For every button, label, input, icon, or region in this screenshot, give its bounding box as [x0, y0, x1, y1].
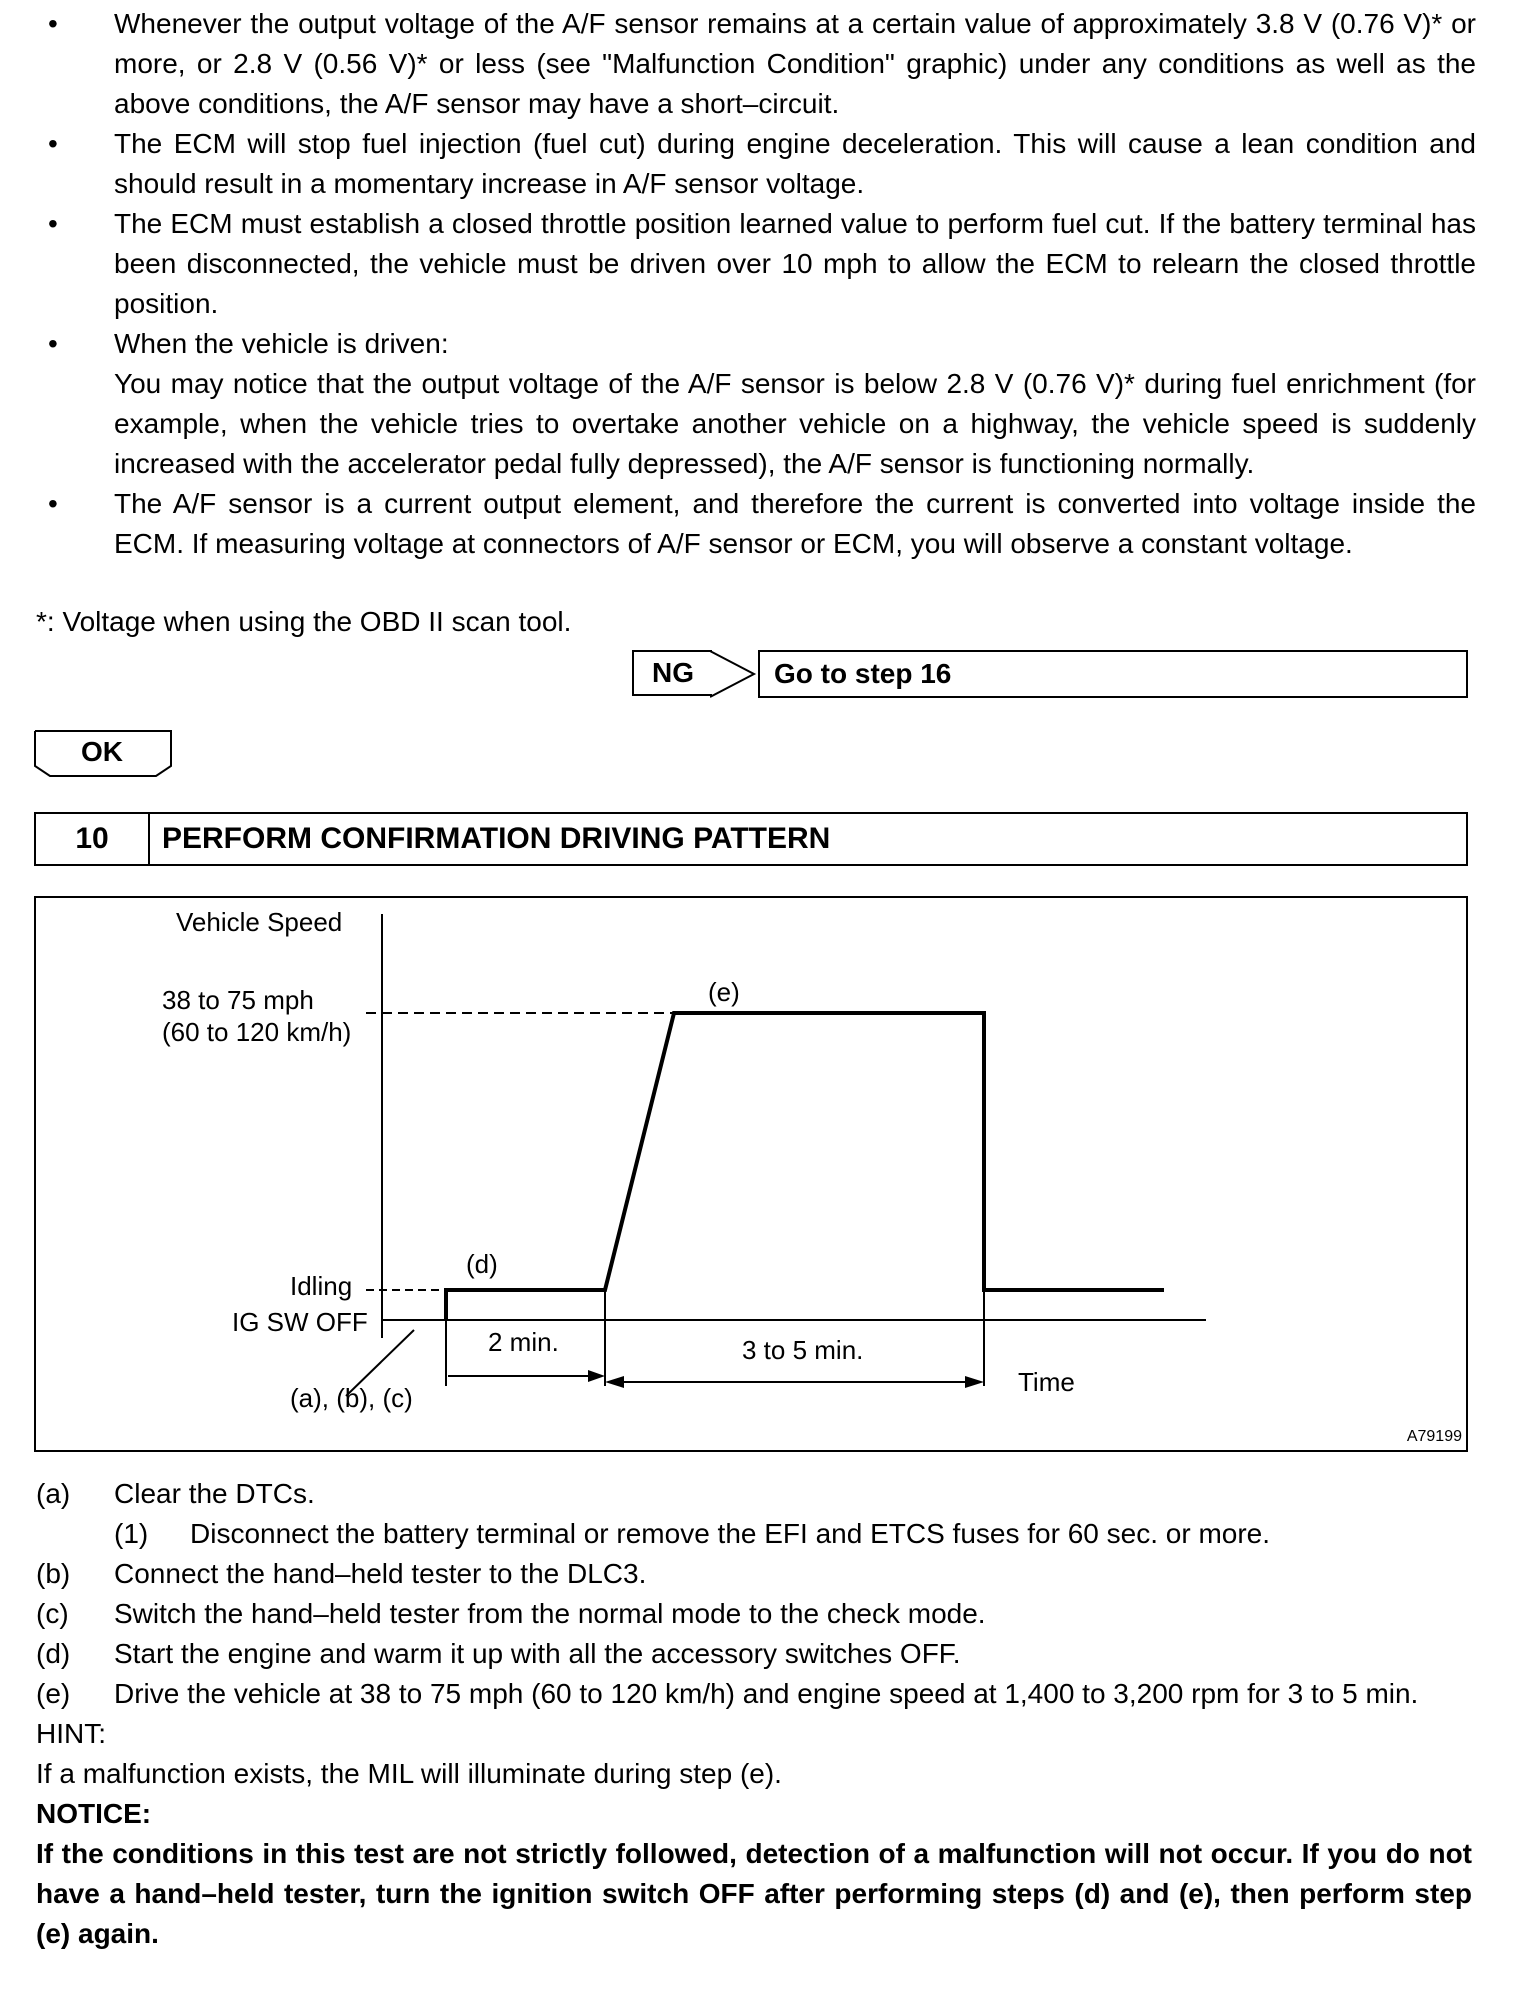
bullet-icon: •: [48, 8, 58, 39]
substep-text: Disconnect the battery terminal or remove the EFI and ETCS fuses for 60 sec. or more.: [190, 1518, 1271, 1549]
duration-1-label: 2 min.: [488, 1327, 559, 1357]
substep-tag: (1): [114, 1518, 149, 1549]
goto-step-link[interactable]: Go to step 16: [758, 650, 1468, 698]
bullet-icon: •: [48, 208, 58, 239]
speed-label-mph: 38 to 75 mph: [162, 985, 314, 1015]
procedure-step: [36, 1674, 1472, 1714]
step-text: Drive the vehicle at 38 to 75 mph (60 to 120 km/h) and engine speed at 1,400 to 3,200 rpm for 3 to 5 min.: [114, 1678, 1419, 1709]
point-e-label: (e): [708, 977, 740, 1007]
step-tag: (a): [36, 1478, 71, 1509]
note-text: The ECM will stop fuel injection (fuel cut) during engine deceleration. This will cause a lean condition and should result in a momentary increase in A/F sensor voltage.: [114, 128, 1476, 199]
notice-text: If the conditions in this test are not strictly followed, detection of a malfunction will not occur. If you do not have a hand–held tester, turn the ignition switch OFF after performing steps (d) and (e), then perform step (e) again.: [36, 1838, 1472, 1949]
procedure-step: [36, 1554, 1472, 1594]
driving-pattern-diagram: [36, 898, 1466, 1450]
step-text: Start the engine and warm it up with all the accessory switches OFF.: [114, 1638, 961, 1669]
step-header: [34, 812, 1468, 866]
bullet-icon: •: [48, 328, 58, 359]
note-text: Whenever the output voltage of the A/F sensor remains at a certain value of approximately 3.8 V (0.76 V)* or more, or 2.8 V (0.56 V)* or less (see "Malfunction Condition" graphic) under any conditions as well as the above conditions, the A/F sensor may have a short–circuit.: [114, 8, 1476, 119]
notes-list: [36, 4, 1476, 564]
notice-label: NOTICE:: [36, 1798, 152, 1829]
bullet-icon: •: [48, 488, 58, 519]
note-item: [36, 124, 1476, 204]
step-text: Clear the DTCs.: [114, 1478, 315, 1509]
step-tag: (e): [36, 1678, 71, 1709]
ok-label: OK: [81, 736, 123, 767]
note-item: [36, 204, 1476, 324]
driving-pattern-figure: [34, 896, 1468, 1452]
step-tag: (c): [36, 1598, 69, 1629]
footnote: *: Voltage when using the OBD II scan tool.: [36, 606, 572, 637]
note-text: When the vehicle is driven:: [114, 328, 449, 359]
procedure-step: [36, 1474, 1472, 1514]
idling-label: Idling: [290, 1271, 353, 1301]
note-text: The A/F sensor is a current output element, and therefore the current is converted into voltage inside the ECM. If measuring voltage at connectors of A/F sensor or ECM, you will observe a constant voltage.: [114, 488, 1476, 559]
speed-trace: [446, 1013, 1164, 1320]
x-axis-label: Time: [1018, 1367, 1075, 1397]
speed-label-kmh: (60 to 120 km/h): [162, 1017, 352, 1047]
y-axis-label: Vehicle Speed: [176, 907, 343, 937]
step-tag: (d): [36, 1638, 71, 1669]
note-item: [36, 324, 1476, 484]
ng-arrow-icon: [710, 650, 760, 700]
hint-label: HINT:: [36, 1718, 106, 1749]
step-number: 10: [36, 814, 150, 864]
note-item: [36, 4, 1476, 124]
procedure-substep: [36, 1514, 1472, 1554]
point-d-label: (d): [466, 1249, 498, 1279]
procedure-step: [36, 1594, 1472, 1634]
step-text: Connect the hand–held tester to the DLC3.: [114, 1558, 647, 1589]
bullet-icon: •: [48, 128, 58, 159]
hint-text: If a malfunction exists, the MIL will illuminate during step (e).: [36, 1758, 782, 1789]
duration-2-label: 3 to 5 min.: [742, 1335, 864, 1365]
step-tag: (b): [36, 1558, 71, 1589]
step-text: Switch the hand–held tester from the normal mode to the check mode.: [114, 1598, 986, 1629]
note-item: [36, 484, 1476, 564]
figure-id: A79199: [1406, 1428, 1462, 1445]
procedure-list: [36, 1474, 1472, 1954]
ng-label: NG: [632, 650, 712, 696]
point-abc-label: (a), (b), (c): [290, 1383, 413, 1413]
ig-sw-off-label: IG SW OFF: [232, 1307, 368, 1337]
note-text: The ECM must establish a closed throttle position learned value to perform fuel cut. If the battery terminal has been disconnected, the vehicle must be driven over 10 mph to allow the ECM to relearn the closed throttle position.: [114, 208, 1476, 319]
note-continuation: You may notice that the output voltage of the A/F sensor is below 2.8 V (0.76 V)* during fuel enrichment (for example, when the vehicle tries to overtake another vehicle on a highway, the vehicle speed is suddenly increased with the accelerator pedal fully depressed), the A/F sensor is functioning normally.: [114, 368, 1476, 479]
procedure-step: [36, 1634, 1472, 1674]
step-title: PERFORM CONFIRMATION DRIVING PATTERN: [162, 822, 831, 855]
